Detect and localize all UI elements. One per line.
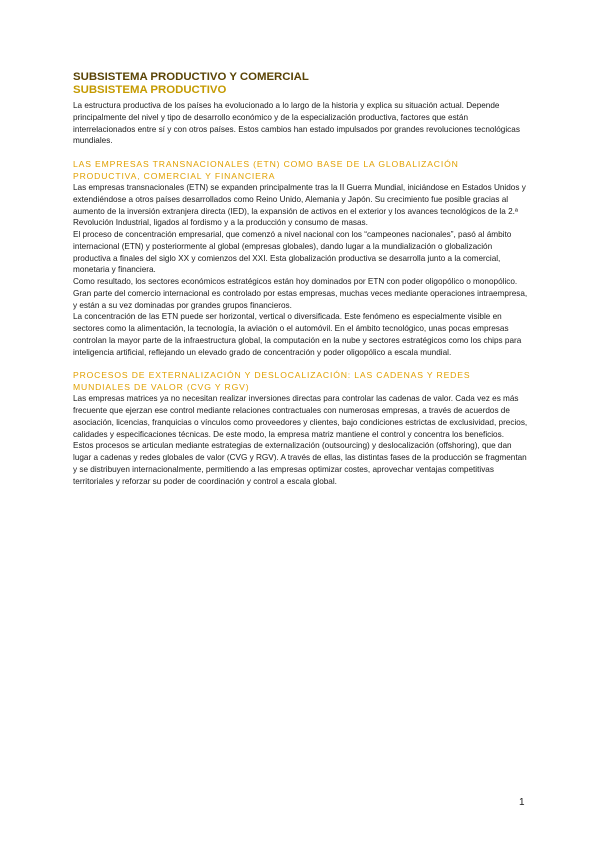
section-cvg-paragraph-1: Las empresas matrices ya no necesitan realizar inversiones directas para controlar las cadenas de valor. Cada vez es más frecuente que ejerzan ese control mediante relaciones contractuales con numerosas empresas, a través de acuerdos de asociación, licencias, franquicias o vínculos como proveedores y clientes, bajo condiciones estrictas de exclusividad, precios, calidades y especificaciones técnicas. De este modo, la empresa matriz mantiene el control y concentra los beneficios. (73, 394, 528, 439)
section-heading-cvg: PROCESOS DE EXTERNALIZACIÓN Y DESLOCALIZACIÓN: LAS CADENAS Y REDES MUNDIALES DE VALOR (CVG Y RGV) (73, 370, 471, 393)
page-number: 1 (519, 797, 525, 808)
document-subtitle: SUBSISTEMA PRODUCTIVO (73, 84, 227, 96)
section-etn-paragraph-3: Como resultado, los sectores económicos estratégicos están hoy dominados por ETN con poder oligopólico o monopólico. Gran parte del comercio internacional es controlado por estas empresas, muchas veces mediante operaciones intraempresa, y están a su vez dominadas por grandes grupos financieros. (73, 277, 528, 310)
intro-paragraph: La estructura productiva de los países ha evolucionado a lo largo de la historia y explica su situación actual. Depende principalmente del nivel y tipo de desarrollo económico y de la especialización productiva, factores que están interrelacionados entre sí y con otros países. Estos cambios han estado impulsados por grandes revoluciones tecnológicas mundiales. (73, 101, 520, 146)
document-title: SUBSISTEMA PRODUCTIVO Y COMERCIAL (73, 71, 309, 83)
section-cvg-paragraph-2: Estos procesos se articulan mediante estrategias de externalización (outsourcing) y deslocalización (offshoring), que dan lugar a cadenas y redes globales de valor (CVG y RGV). A través de ellas, las distintas fases de la producción se fragmentan y se distribuyen internacionalmente, permitiendo a las empresas optimizar costes, aprovechar ventajas competitivas territoriales y reforzar su poder de coordinación y control a escala global. (73, 441, 527, 486)
section-etn-paragraph-2: El proceso de concentración empresarial, que comenzó a nivel nacional con los “campeones nacionales”, pasó al ámbito internacional (ETN) y posteriormente al global (empresas globales), dando lugar a la mundialización o globalización productiva a finales del siglo XX y comienzos del XXI. Esta globalización productiva se desarrolla junto a la comercial, monetaria y financiera. (73, 230, 512, 275)
section-heading-etn: LAS EMPRESAS TRANSNACIONALES (ETN) COMO BASE DE LA GLOBALIZACIÓN PRODUCTIVA, COMERCIAL Y FINANCIERA (73, 159, 459, 181)
section-etn-paragraph-1: Las empresas transnacionales (ETN) se expanden principalmente tras la II Guerra Mundial, iniciándose en Estados Unidos y extendiéndose a otros países desarrollados como Reino Unido, Alemania y Japón. Su crecimiento fue posible gracias al aumento de la inversión extranjera directa (IED), la expansión de activos en el exterior y los avances tecnológicos de la 2.ª Revolución Industrial, ligados al fordismo y a la producción y consumo de masas. (73, 183, 526, 228)
document-body (73, 71, 528, 487)
section-etn-paragraph-4: La concentración de las ETN puede ser horizontal, vertical o diversificada. Este fenómeno es especialmente visible en sectores como la alimentación, la tecnología, la aviación o el automóvil. En el ámbito tecnológico, unas pocas empresas controlan la mayor parte de la infraestructura global, la computación en la nube y sectores estratégicos como los chips para inteligencia artificial, reflejando un elevado grado de concentración y poder oligopólico a escala mundial. (73, 312, 522, 357)
